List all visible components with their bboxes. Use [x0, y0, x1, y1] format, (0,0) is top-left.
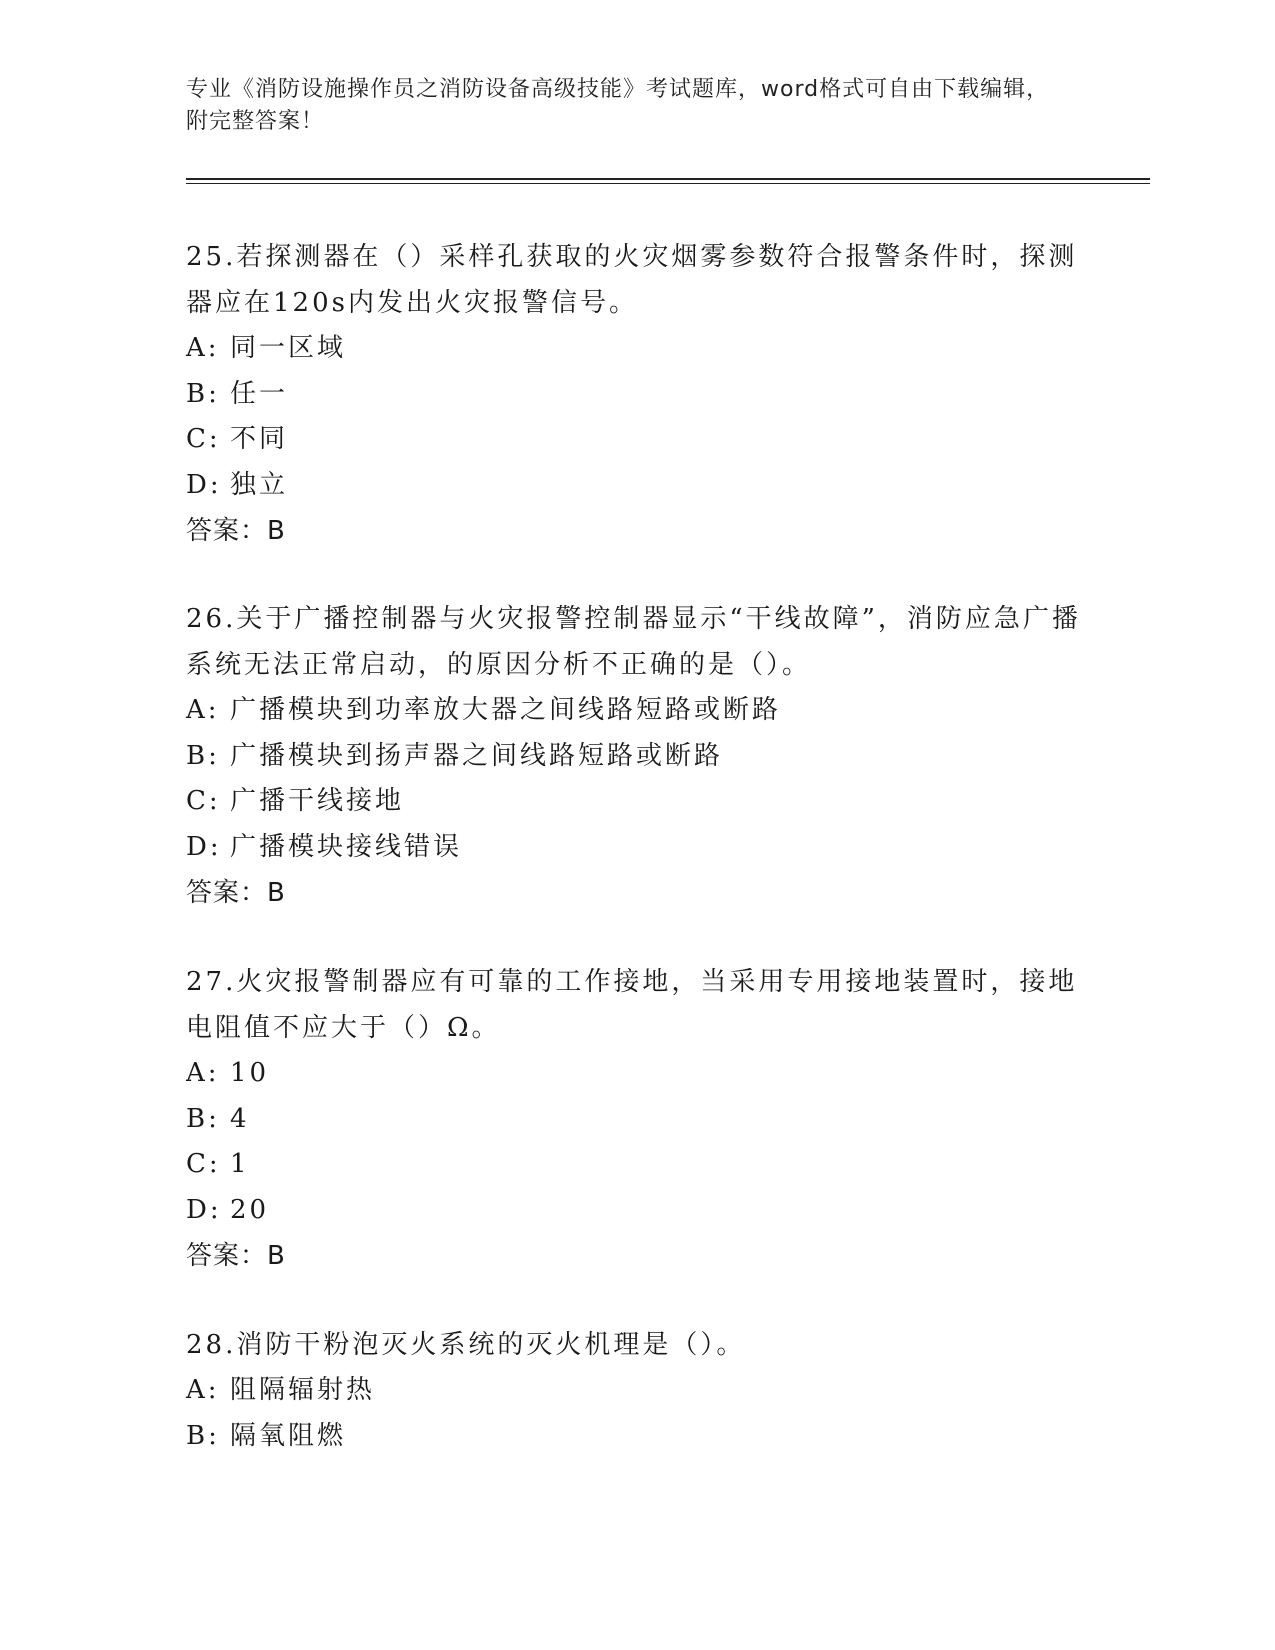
- question-27: [186, 959, 1086, 1279]
- option-a: [186, 1368, 1086, 1414]
- option-letter: B:: [186, 378, 220, 409]
- option-b: [186, 1097, 1086, 1143]
- option-letter: D:: [186, 469, 222, 500]
- answer-label: 答案：B: [186, 516, 286, 546]
- option-letter: A:: [186, 695, 220, 725]
- header-divider: [186, 178, 1150, 180]
- option-letter: A:: [186, 1375, 220, 1405]
- header-divider-thin: [186, 183, 1150, 184]
- option-letter: C:: [186, 1149, 221, 1179]
- question-stem: 25.若探测器在（）采样孔获取的火灾烟雾参数符合报警条件时，探测器应在120s内发出火灾报警信号。: [186, 242, 1078, 318]
- option-c: [186, 1142, 1086, 1188]
- answer-label: 答案：B: [186, 878, 286, 908]
- question-26: [186, 596, 1086, 916]
- question-stem: 28.消防干粉泡灭火系统的灭火机理是（）。: [186, 1330, 746, 1360]
- option-d: [186, 825, 1086, 871]
- option-text: 20: [230, 1194, 270, 1225]
- option-text: 任一: [230, 378, 289, 409]
- option-b: [186, 734, 1086, 780]
- option-a: [186, 326, 1086, 372]
- option-text: 广播模块到功率放大器之间线路短路或断路: [230, 695, 782, 725]
- option-a: [186, 1051, 1086, 1097]
- option-d: [186, 463, 1086, 509]
- option-letter: C:: [186, 786, 221, 816]
- option-letter: A:: [186, 1058, 220, 1088]
- option-letter: A:: [186, 333, 220, 363]
- option-text: 1: [230, 1149, 250, 1179]
- option-d: [186, 1188, 1086, 1234]
- option-text: 同一区域: [230, 333, 347, 363]
- option-text: 广播模块接线错误: [230, 831, 463, 862]
- answer-label: 答案：B: [186, 1241, 286, 1271]
- option-letter: D:: [186, 831, 222, 862]
- option-b: [186, 372, 1086, 418]
- question-stem: 27.火灾报警制器应有可靠的工作接地，当采用专用接地装置时，接地电阻值不应大于（）Ω。: [186, 967, 1078, 1043]
- option-b: [186, 1414, 1086, 1460]
- option-letter: B:: [186, 1420, 220, 1451]
- option-text: 10: [230, 1058, 270, 1088]
- option-letter: D:: [186, 1194, 222, 1225]
- option-text: 独立: [230, 469, 289, 500]
- option-text: 4: [230, 1103, 250, 1134]
- question-25: [186, 234, 1086, 554]
- option-text: 不同: [230, 424, 289, 454]
- option-letter: C:: [186, 424, 221, 454]
- option-text: 广播模块到扬声器之间线路短路或断路: [230, 740, 724, 771]
- option-letter: B:: [186, 1103, 220, 1134]
- option-c: [186, 417, 1086, 463]
- option-a: [186, 688, 1086, 734]
- option-text: 阻隔辐射热: [230, 1375, 376, 1405]
- option-text: 广播干线接地: [230, 786, 405, 816]
- document-header: 专业《消防设施操作员之消防设备高级技能》考试题库，word格式可自由下载编辑，附完整答案！: [186, 77, 1050, 134]
- option-text: 隔氧阻燃: [230, 1420, 347, 1451]
- question-stem: 26.关于广播控制器与火灾报警控制器显示“干线故障”，消防应急广播系统无法正常启动，的原因分析不正确的是（）。: [186, 604, 1081, 680]
- option-letter: B:: [186, 740, 220, 771]
- option-c: [186, 779, 1086, 825]
- question-28: [186, 1322, 1086, 1459]
